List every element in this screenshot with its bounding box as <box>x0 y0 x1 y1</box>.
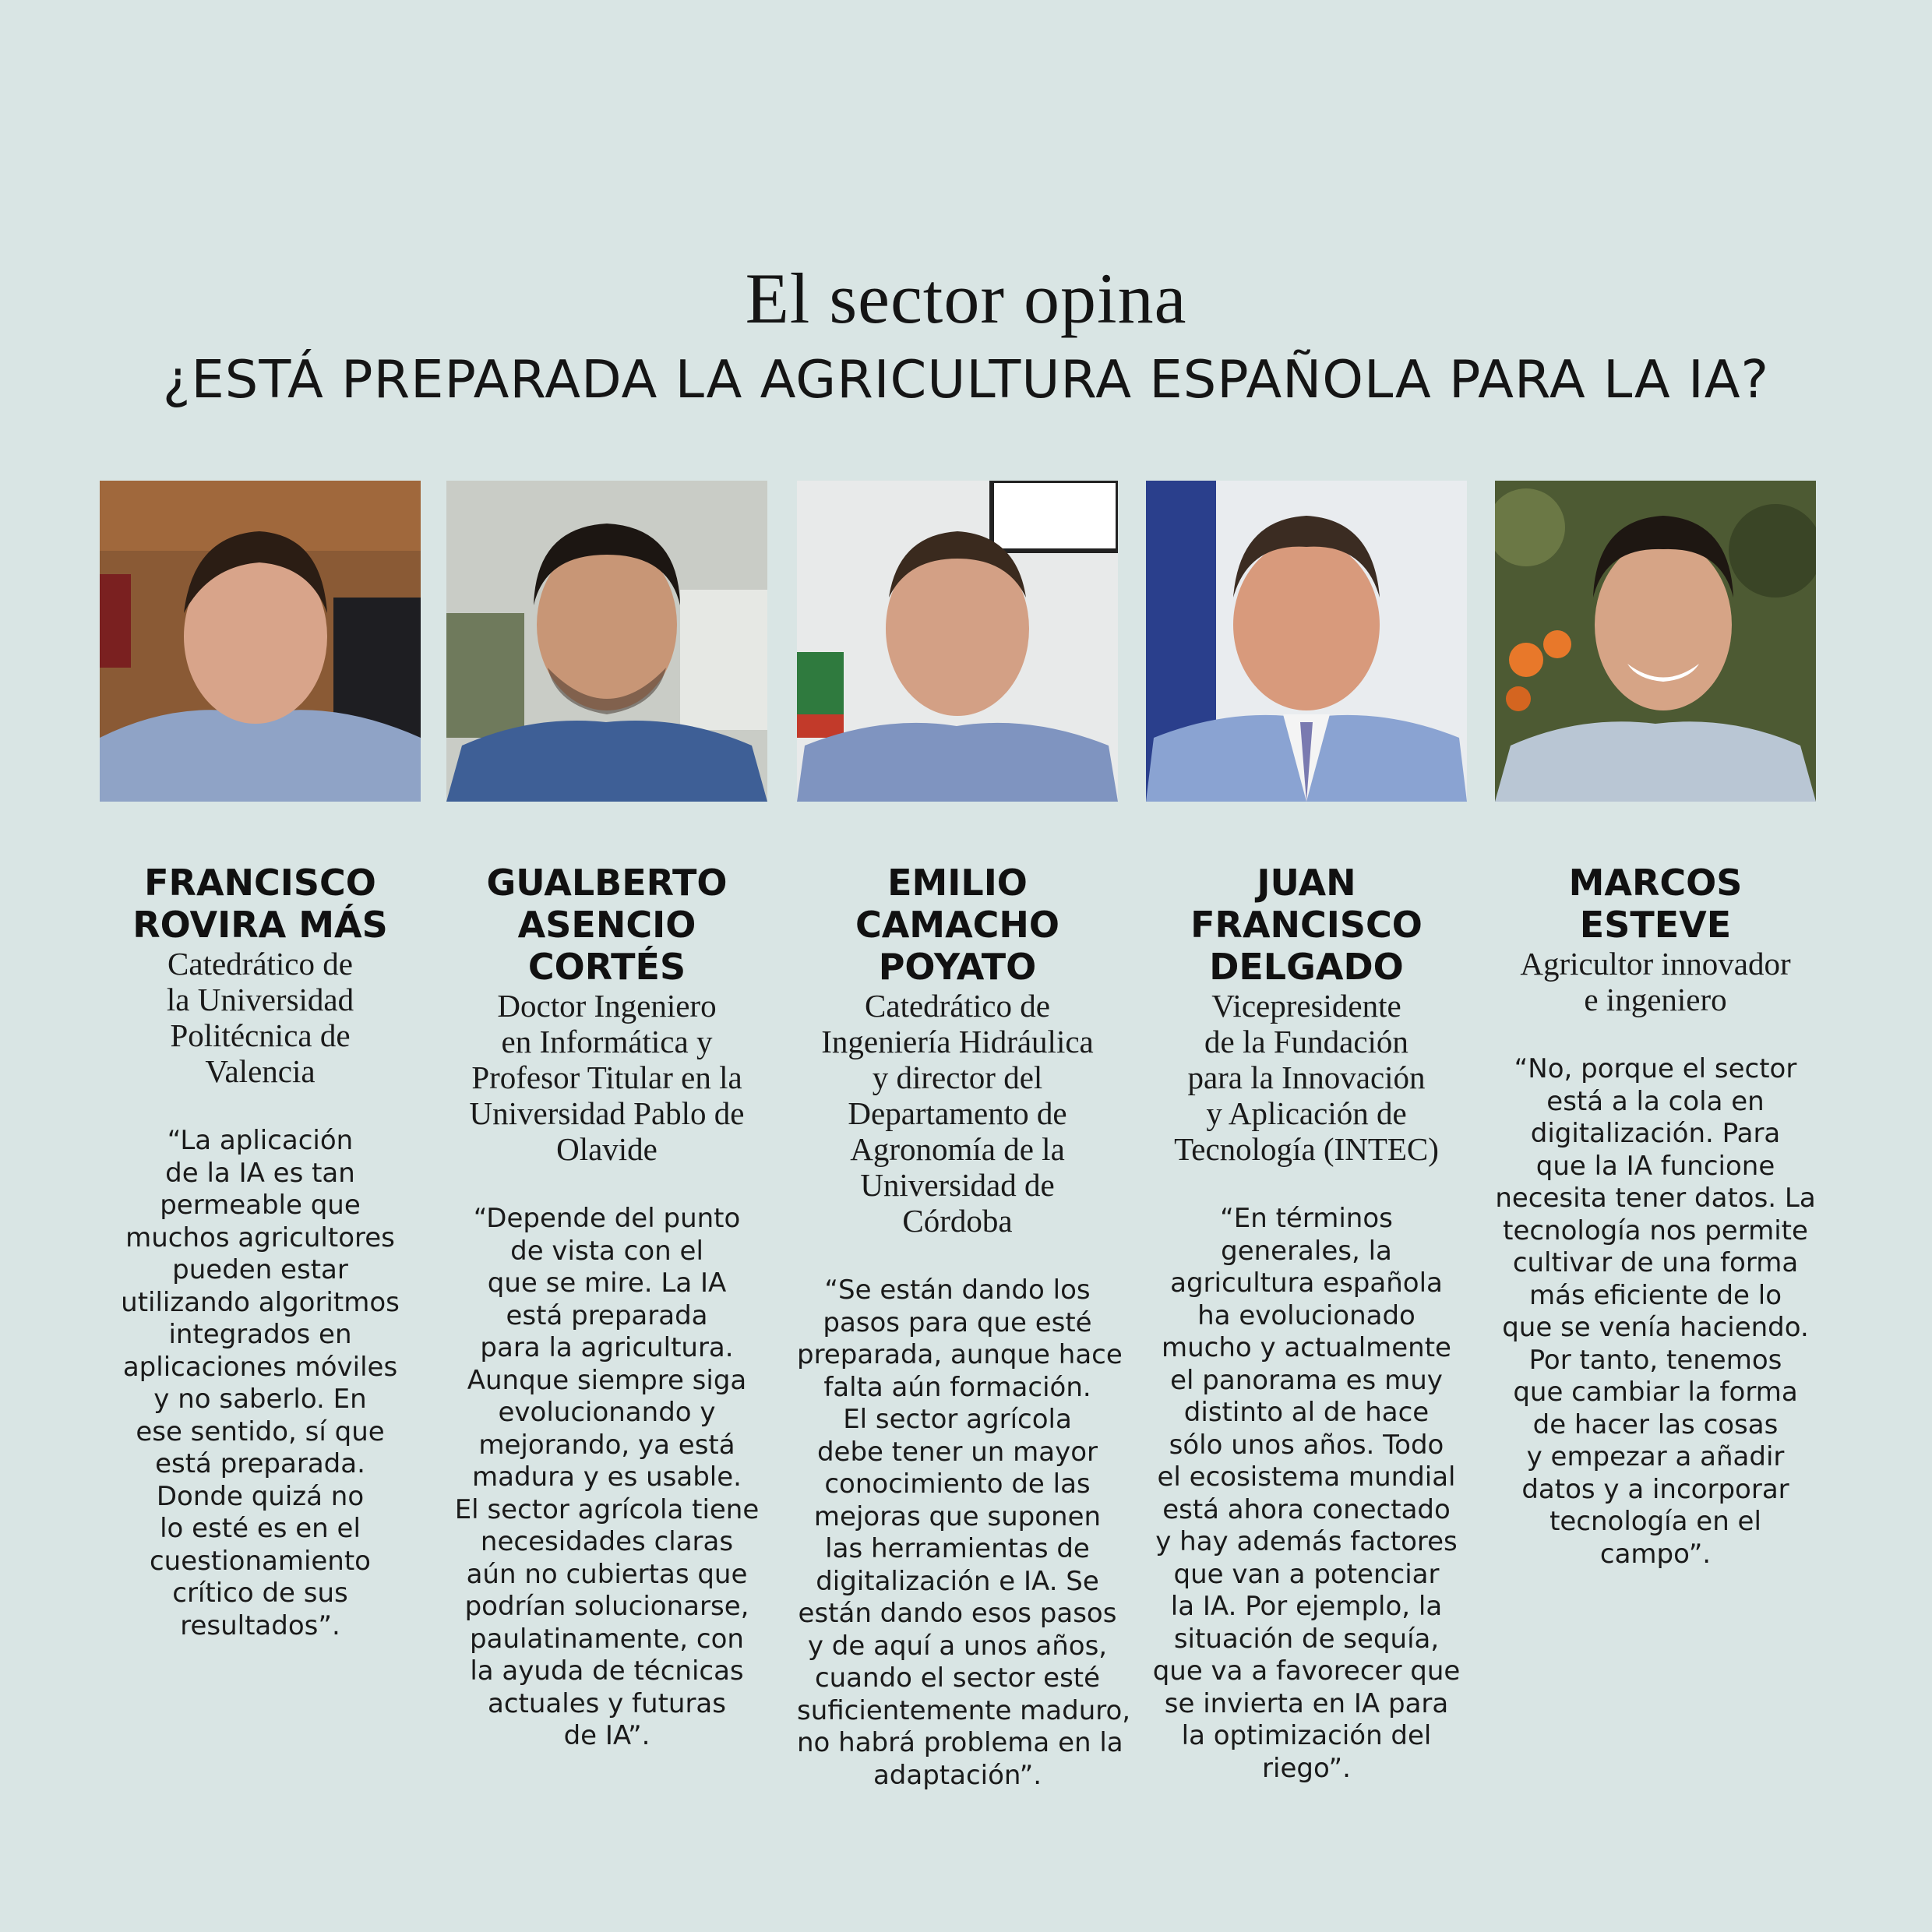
quote-line: muchos agricultores <box>125 1222 395 1253</box>
quote-line: debe tener un mayor <box>816 1436 1098 1468</box>
role-line: Universidad de <box>860 1167 1055 1203</box>
quote-line: cuestionamiento <box>149 1545 371 1577</box>
quote-line: utilizando algoritmos <box>121 1286 400 1318</box>
quote-line: permeable que <box>160 1190 361 1221</box>
quote-line: de hacer las cosas <box>1532 1408 1779 1440</box>
quote-line: no habrá problema en la <box>797 1727 1123 1758</box>
quote-line: digitalización e IA. Se <box>816 1565 1099 1597</box>
quote-line: adaptación”. <box>873 1759 1042 1791</box>
quote-line: que se mire. La IA <box>487 1267 727 1299</box>
quote-line: aún no cubiertas que <box>466 1558 748 1590</box>
quote-line: y hay además factores <box>1155 1526 1458 1557</box>
quote-line: paulatinamente, con <box>470 1623 744 1655</box>
quote-line: más eficiente de lo <box>1528 1279 1782 1311</box>
role-line: Ingeniería Hidráulica <box>821 1024 1094 1059</box>
name-line: DELGADO <box>1209 946 1404 988</box>
quote-line: situación de sequía, <box>1173 1623 1440 1655</box>
person-role <box>797 988 1118 1239</box>
portrait-photo <box>446 481 767 802</box>
quote-line: evolucionando y <box>498 1397 716 1428</box>
quote-line: preparada, aunque hace <box>797 1339 1123 1370</box>
quote-line: mucho y actualmente <box>1162 1332 1451 1363</box>
quote-line: el ecosistema mundial <box>1157 1461 1456 1493</box>
page-title: El sector opina <box>745 259 1187 338</box>
role-line: para la Innovación <box>1187 1059 1426 1095</box>
quote-line: y de aquí a unos años, <box>807 1630 1108 1662</box>
quote-line: resultados”. <box>180 1609 340 1641</box>
quote-line: está a la cola en <box>1546 1085 1765 1117</box>
quote-line: la IA. Por ejemplo, la <box>1170 1591 1443 1622</box>
quote-line: integrados en <box>168 1319 352 1350</box>
person-role <box>1146 988 1467 1167</box>
person-name <box>797 862 1118 988</box>
quote-line: pasos para que esté <box>823 1306 1092 1338</box>
quote-line: están dando esos pasos <box>798 1598 1117 1629</box>
name-line: FRANCISCO <box>144 862 376 904</box>
person-name <box>100 862 421 946</box>
name-line: ESTEVE <box>1579 904 1732 946</box>
quote-line: crítico de sus <box>172 1578 348 1609</box>
quote-line: que va a favorecer que <box>1152 1655 1461 1687</box>
quote-line: que van a potenciar <box>1173 1558 1440 1590</box>
quote-line: Aunque siempre siga <box>467 1364 747 1396</box>
name-line: POYATO <box>878 946 1037 988</box>
quote-line: necesita tener datos. La <box>1495 1183 1816 1214</box>
role-line: en Informática y <box>501 1024 713 1059</box>
quote-line: que cambiar la forma <box>1513 1377 1798 1408</box>
name-line: JUAN <box>1257 862 1356 904</box>
name-line: ROVIRA MÁS <box>132 904 388 946</box>
quote-line: suficientemente maduro, <box>797 1694 1131 1726</box>
quote-line: ese sentido, sí que <box>136 1416 385 1447</box>
name-line: EMILIO <box>887 862 1028 904</box>
name-line: CAMACHO <box>855 904 1060 946</box>
portrait-photo <box>100 481 421 802</box>
page-subtitle: ¿ESTÁ PREPARADA LA AGRICULTURA ESPAÑOLA PARA LA IA? <box>162 349 1770 410</box>
person-column-1 <box>100 481 421 1642</box>
portrait-photo <box>1146 481 1467 802</box>
name-line: FRANCISCO <box>1190 904 1423 946</box>
quote-line: “Depende del punto <box>473 1203 741 1234</box>
quote-line: falta aún formación. <box>823 1371 1091 1403</box>
person-role <box>446 988 767 1167</box>
quote-line: cultivar de una forma <box>1512 1247 1799 1278</box>
quote-line: de IA”. <box>563 1720 650 1751</box>
person-column-3 <box>797 481 1131 1792</box>
role-line: Córdoba <box>902 1203 1013 1239</box>
person-name <box>1146 862 1467 988</box>
quote-line: podrían solucionarse, <box>464 1591 749 1622</box>
quote-line: Por tanto, tenemos <box>1528 1344 1782 1376</box>
name-line: GUALBERTO <box>486 862 728 904</box>
quote-line: se invierta en IA para <box>1164 1687 1449 1719</box>
quote-line: está preparada <box>506 1299 708 1331</box>
role-line: Agricultor innovador <box>1520 946 1791 982</box>
name-line: CORTÉS <box>527 946 686 988</box>
quote-line: necesidades claras <box>480 1526 734 1557</box>
quote-line: El sector agrícola tiene <box>454 1493 760 1525</box>
person-column-2 <box>446 481 767 1753</box>
quote-line: ha evolucionado <box>1197 1299 1416 1331</box>
quote-line: Donde quizá no <box>156 1480 365 1512</box>
quote-line: mejorando, ya está <box>478 1429 735 1461</box>
person-quote <box>1495 1053 1816 1571</box>
name-line: ASENCIO <box>517 904 696 946</box>
quote-line: tecnología nos permite <box>1503 1215 1808 1246</box>
role-line: la Universidad <box>166 982 354 1017</box>
quote-line: de la IA es tan <box>165 1157 355 1189</box>
quote-line: de vista con el <box>510 1235 703 1267</box>
quote-line: “No, porque el sector <box>1514 1053 1797 1084</box>
quote-line: digitalización. Para <box>1530 1118 1781 1149</box>
name-line: MARCOS <box>1568 862 1743 904</box>
quote-line: para la agricultura. <box>480 1332 734 1363</box>
quote-line: riego”. <box>1262 1752 1351 1784</box>
person-quote <box>1146 1203 1467 1785</box>
person-column-5 <box>1495 481 1816 1571</box>
quote-line: aplicaciones móviles <box>122 1351 398 1383</box>
person-role <box>100 946 421 1089</box>
quote-line: mejoras que suponen <box>813 1500 1102 1532</box>
quote-line: “En términos <box>1220 1203 1393 1234</box>
person-column-4 <box>1146 481 1467 1785</box>
role-line: Universidad Pablo de <box>469 1095 745 1131</box>
quote-line: “Se están dando los <box>824 1274 1091 1306</box>
role-line: Tecnología (INTEC) <box>1174 1131 1439 1167</box>
quote-line: sólo unos años. Todo <box>1169 1429 1444 1461</box>
role-line: Vicepresidente <box>1211 988 1401 1024</box>
quote-line: el panorama es muy <box>1170 1364 1443 1396</box>
person-name <box>446 862 767 988</box>
role-line: e ingeniero <box>1584 982 1727 1017</box>
quote-line: madura y es usable. <box>472 1461 742 1493</box>
role-line: Catedrático de <box>167 946 353 982</box>
person-quote <box>797 1274 1131 1792</box>
quote-line: y empezar a añadir <box>1526 1441 1785 1472</box>
role-line: y Aplicación de <box>1206 1095 1407 1131</box>
person-role <box>1495 946 1816 1017</box>
role-line: Politécnica de <box>170 1017 351 1053</box>
quote-line: actuales y futuras <box>488 1687 726 1719</box>
quote-line: las herramientas de <box>825 1533 1090 1564</box>
role-line: y director del <box>872 1059 1043 1095</box>
role-line: Profesor Titular en la <box>471 1059 742 1095</box>
quote-line: la optimización del <box>1181 1720 1432 1751</box>
quote-line: “La aplicación <box>167 1125 354 1156</box>
quote-line: datos y a incorporar <box>1521 1473 1789 1505</box>
quote-line: generales, la <box>1221 1235 1392 1267</box>
quote-line: está ahora conectado <box>1162 1493 1451 1525</box>
role-line: Departamento de <box>848 1095 1067 1131</box>
portrait-photo <box>797 481 1118 802</box>
quote-line: está preparada. <box>155 1448 365 1479</box>
quote-line: El sector agrícola <box>843 1404 1072 1435</box>
role-line: Catedrático de <box>865 988 1050 1024</box>
role-line: Valencia <box>205 1053 316 1089</box>
person-quote <box>446 1203 767 1753</box>
role-line: de la Fundación <box>1204 1024 1408 1059</box>
quote-line: lo esté es en el <box>160 1513 361 1544</box>
portrait-photo <box>1495 481 1816 802</box>
quote-line: la ayuda de técnicas <box>470 1655 744 1687</box>
quote-line: que se venía haciendo. <box>1502 1312 1809 1343</box>
role-line: Agronomía de la <box>850 1131 1065 1167</box>
quote-line: que la IA funcione <box>1535 1150 1775 1182</box>
quote-line: campo”. <box>1599 1538 1712 1570</box>
quote-line: distinto al de hace <box>1183 1397 1430 1428</box>
quote-line: pueden estar <box>172 1254 348 1285</box>
role-line: Doctor Ingeniero <box>497 988 717 1024</box>
role-line: Olavide <box>556 1131 658 1167</box>
quote-line: tecnología en el <box>1549 1506 1761 1537</box>
quote-line: y no saberlo. En <box>153 1384 367 1415</box>
quote-line: conocimiento de las <box>824 1468 1091 1500</box>
quote-line: cuando el sector esté <box>814 1662 1101 1694</box>
person-name <box>1495 862 1816 946</box>
person-quote <box>100 1125 421 1642</box>
quote-line: agricultura española <box>1170 1267 1443 1299</box>
